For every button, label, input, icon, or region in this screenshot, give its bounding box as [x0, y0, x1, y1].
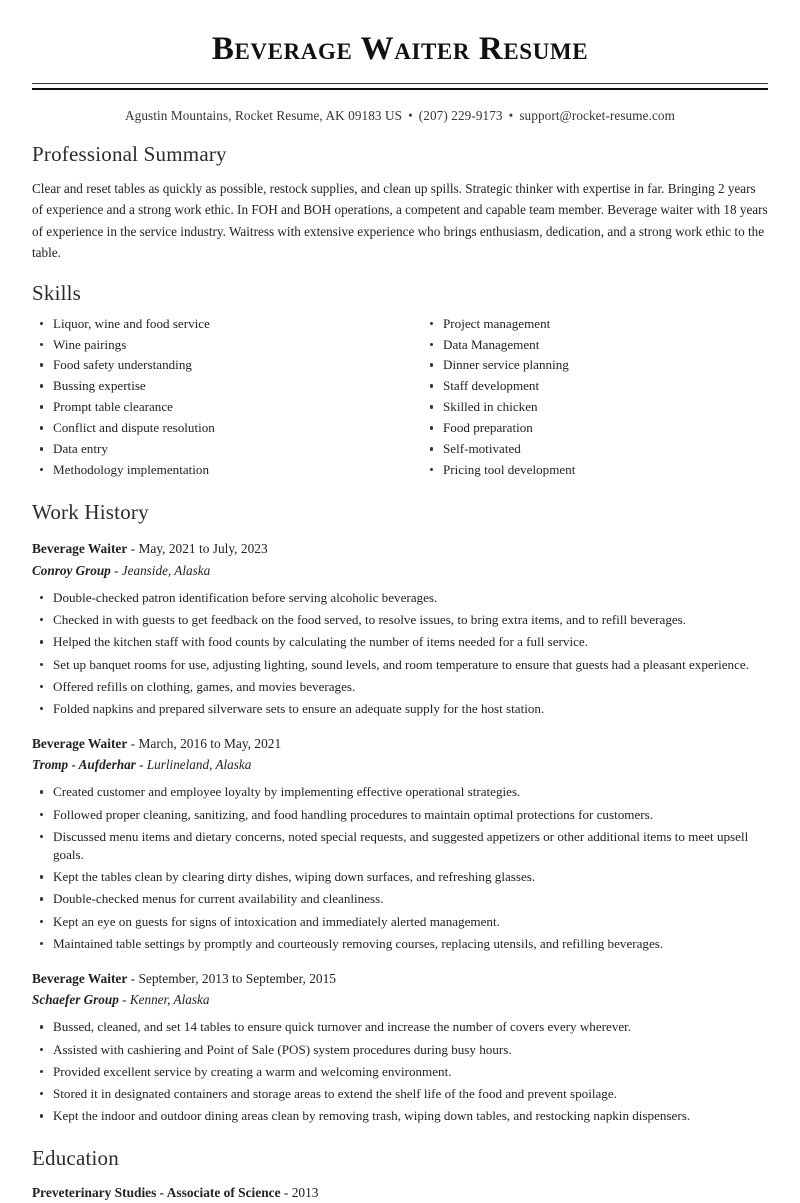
job-title-line	[32, 539, 768, 558]
skill-item: Wine pairings	[32, 336, 400, 354]
contact-phone: (207) 229-9173	[418, 107, 503, 123]
work-history-entry	[32, 734, 768, 953]
job-separator: -	[127, 541, 139, 557]
skill-item: Project management	[422, 315, 768, 333]
skill-item: Pricing tool development	[422, 461, 768, 479]
skill-item: Prompt table clearance	[32, 398, 400, 416]
job-responsibility-item: Checked in with guests to get feedback on the food served, to resolve issues, to bring extra items, and to refill beverages.	[32, 611, 768, 629]
skills-column-right	[400, 315, 768, 482]
job-responsibility-item: Kept an eye on guests for signs of intoxication and immediately alerted management.	[32, 913, 768, 931]
section-heading-summary: Professional Summary	[32, 141, 227, 166]
job-responsibility-item: Offered refills on clothing, games, and movies beverages.	[32, 678, 768, 696]
job-company-line	[32, 990, 768, 1009]
job-company: Schaefer Group	[32, 992, 119, 1008]
job-responsibility-item: Discussed menu items and dietary concerns, noted special requests, and suggested appetizers or other additional items to meet upsell goals.	[32, 828, 768, 864]
section-work-history	[32, 499, 768, 1125]
skill-item: Bussing expertise	[32, 377, 400, 395]
job-separator: -	[118, 992, 130, 1008]
job-responsibility-item: Stored it in designated containers and storage areas to extend the shelf life of the food and prevent spoilage.	[32, 1085, 768, 1103]
contact-email: support@rocket-resume.com	[519, 107, 675, 123]
contact-address: Agustin Mountains, Rocket Resume, AK 09183 US	[125, 107, 403, 123]
job-title: Beverage Waiter	[32, 541, 128, 557]
education-entry	[32, 1183, 768, 1202]
job-responsibility-item: Helped the kitchen staff with food counts by calculating the number of items needed for a full service.	[32, 633, 768, 651]
skill-item: Data Management	[422, 336, 768, 354]
section-heading-education: Education	[32, 1146, 119, 1171]
skills-column-left	[32, 315, 400, 482]
job-responsibility-item: Assisted with cashiering and Point of Sale (POS) system procedures during busy hours.	[32, 1041, 768, 1059]
skills-columns	[32, 315, 768, 482]
skill-item: Methodology implementation	[32, 461, 400, 479]
job-title-line	[32, 734, 768, 753]
job-separator: -	[110, 562, 122, 578]
section-heading-skills: Skills	[32, 281, 82, 306]
skill-item: Food preparation	[422, 419, 768, 437]
contact-line	[32, 108, 768, 124]
job-location: Jeanside, Alaska	[121, 562, 211, 578]
section-education	[32, 1145, 768, 1203]
education-degree: Preveterinary Studies - Associate of Science	[32, 1185, 281, 1201]
job-responsibility-item: Provided excellent service by creating a warm and welcoming environment.	[32, 1063, 768, 1081]
job-company-line	[32, 561, 768, 580]
section-heading-work-history: Work History	[32, 499, 149, 524]
skill-item: Skilled in chicken	[422, 398, 768, 416]
contact-separator-2: •	[508, 107, 514, 123]
job-responsibility-list	[32, 783, 768, 952]
job-responsibility-item: Kept the indoor and outdoor dining areas clean by removing trash, wiping down tables, and restocking napkin dispensers.	[32, 1107, 768, 1125]
job-dates: September, 2013 to September, 2015	[138, 970, 336, 986]
job-separator: -	[127, 735, 139, 751]
job-company: Tromp - Aufderhar	[32, 757, 136, 773]
job-responsibility-item: Folded napkins and prepared silverware sets to ensure an adequate supply for the host station.	[32, 700, 768, 718]
job-company-line	[32, 755, 768, 774]
job-responsibility-item: Kept the tables clean by clearing dirty dishes, wiping down surfaces, and refreshing glasses.	[32, 868, 768, 886]
work-history-entry	[32, 539, 768, 718]
section-professional-summary	[32, 141, 768, 264]
job-responsibility-item: Double-checked patron identification before serving alcoholic beverages.	[32, 589, 768, 607]
job-location: Lurlineland, Alaska	[146, 757, 252, 773]
education-separator: -	[280, 1185, 292, 1201]
job-title: Beverage Waiter	[32, 735, 128, 751]
work-history-entry	[32, 969, 768, 1125]
page-title: Beverage Waiter Resume	[211, 31, 589, 67]
job-separator: -	[135, 757, 147, 773]
job-responsibility-item: Set up banquet rooms for use, adjusting lighting, sound levels, and room temperature to ensure that guests had a pleasant experience.	[32, 656, 768, 674]
job-responsibility-item: Created customer and employee loyalty by implementing effective operational strategies.	[32, 783, 768, 801]
skill-item: Food safety understanding	[32, 356, 400, 374]
skill-item: Self-motivated	[422, 440, 768, 458]
skill-item: Staff development	[422, 377, 768, 395]
job-responsibility-item: Maintained table settings by promptly and courteously removing courses, replacing utensils, and refilling beverages.	[32, 935, 768, 953]
job-dates: March, 2016 to May, 2021	[138, 735, 282, 751]
education-year: 2013	[291, 1185, 319, 1201]
skill-item: Conflict and dispute resolution	[32, 419, 400, 437]
job-responsibility-list	[32, 589, 768, 718]
skill-item: Data entry	[32, 440, 400, 458]
skills-list-right	[422, 315, 768, 479]
job-dates: May, 2021 to July, 2023	[138, 541, 268, 557]
job-separator: -	[127, 970, 139, 986]
job-responsibility-list	[32, 1018, 768, 1125]
skill-item: Dinner service planning	[422, 356, 768, 374]
work-history-list	[32, 539, 768, 1125]
contact-separator-1: •	[408, 107, 413, 123]
job-company: Conroy Group	[32, 562, 111, 578]
education-list	[32, 1183, 768, 1202]
skills-list-left	[32, 315, 400, 479]
job-responsibility-item: Double-checked menus for current availability and cleanliness.	[32, 890, 768, 908]
job-location: Kenner, Alaska	[129, 992, 210, 1008]
header-divider	[32, 83, 768, 90]
job-title-line	[32, 969, 768, 988]
skill-item: Liquor, wine and food service	[32, 315, 400, 333]
job-title: Beverage Waiter	[32, 970, 128, 986]
summary-text: Clear and reset tables as quickly as possible, restock supplies, and clean up spills. Strategic thinker with expertise in far. Bringing 2 years of experience and a strong work ethic. In FOH and BOH operations, a competent and capable team member. Beverage waiter with 18 years of experience in the service industry. Waitress with extensive experience who brings enthusiasm, dedication, and a strong work ethic to the table.	[32, 180, 768, 260]
job-responsibility-item: Followed proper cleaning, sanitizing, and food handling procedures to maintain optimal protections for customers.	[32, 806, 768, 824]
section-skills	[32, 280, 768, 482]
job-responsibility-item: Bussed, cleaned, and set 14 tables to ensure quick turnover and increase the number of covers every wherever.	[32, 1018, 768, 1036]
